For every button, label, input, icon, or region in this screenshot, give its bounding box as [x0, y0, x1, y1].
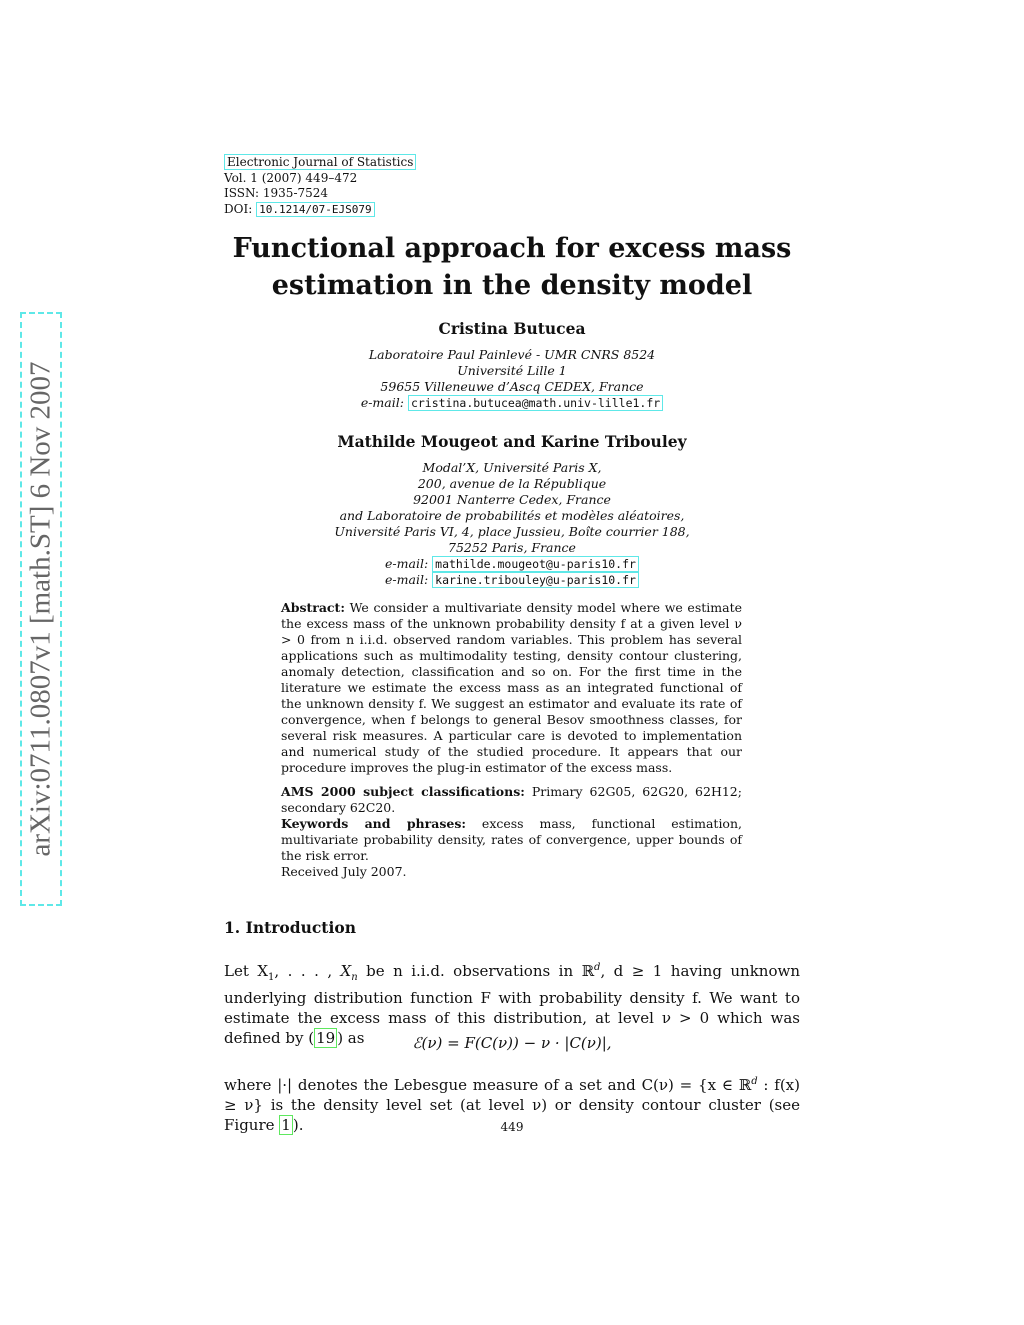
- author-2-names: Mathilde Mougeot and Karine Tribouley: [337, 432, 687, 451]
- citation-link[interactable]: 19: [316, 1029, 336, 1047]
- journal-issn: ISSN: 1935-7524: [224, 186, 329, 200]
- doi-link[interactable]: 10.1214/07-EJS079: [256, 202, 375, 217]
- paper-title: [0, 230, 1024, 304]
- intro-paragraph-1: Let $X_1$, . . . , $X_n$ be n i.i.d. observations in ℝ$^d$, d ≥ 1 having unknown underlying distribution function F with probability density f. We want to estimate the excess mass of this distribution, at level ν > 0 which was defined by ( 19 ) as: [224, 962, 800, 1047]
- page-number: 449: [500, 1120, 524, 1134]
- journal-volume: Vol. 1 (2007) 449–472: [224, 170, 358, 185]
- author-2-affiliation: Modal’X, Université Paris X, 200, avenue de la République 92001 Nanterre Cedex, France and Laboratoire de probabilités et modèles aléatoires, Université Paris VI, 4, place Jussieu, Boîte courrier 188, 75252 Paris, France e-mail: mathilde.mougeot@u-paris10.fr e-mail: karine.tribouley@u-paris10.fr: [334, 460, 690, 587]
- figure-link[interactable]: 1: [281, 1116, 291, 1134]
- arxiv-id: arXiv:0711.0807v1 [math.ST] 6 Nov 2007: [24, 361, 57, 857]
- section-heading: 1. Introduction: [224, 918, 356, 937]
- author-2a-email-link[interactable]: mathilde.mougeot@u-paris10.fr: [432, 556, 639, 572]
- title-line-2: estimation in the density model: [271, 270, 753, 301]
- author-1-affiliation: Laboratoire Paul Painlevé - UMR CNRS 8524 Université Lille 1 59655 Villeneuwe d’Ascq CEDEX, France e-mail: cristina.butucea@math.univ-lille1.fr: [0, 347, 1024, 411]
- abstract-label: Abstract:: [281, 600, 345, 615]
- journal-name-link[interactable]: Electronic Journal of Statistics: [224, 154, 416, 170]
- excess-mass-equation: ℰ(ν) = F(C(ν)) − ν · |C(ν)|,: [412, 1034, 612, 1052]
- received-date: Received July 2007.: [281, 864, 407, 879]
- author-2b-email-link[interactable]: karine.tribouley@u-paris10.fr: [432, 572, 639, 588]
- intro-paragraph-2: where |·| denotes the Lebesgue measure of a set and C(ν) = {x ∈ ℝ$^d$ : f(x) ≥ ν} is the density level set (at level ν) or density contour cluster (see Figure 1 ).: [224, 1076, 800, 1134]
- keywords: Keywords and phrases: excess mass, functional estimation, multivariate probability density, rates of convergence, upper bounds of the risk error.: [281, 816, 742, 863]
- journal-header: [224, 155, 416, 217]
- abstract-text: We consider a multivariate density model where we estimate the excess mass of the unknown probability density f at a given level ν > 0 from n i.i.d. observed random variables. This problem has several applications such as multimodality testing, density contour clustering, anomaly detection, classification and so on. For the first time in the literature we estimate the excess mass as an integrated functional of the unknown density f. We suggest an estimator and evaluate its rate of convergence, when f belongs to general Besov smoothness classes, for several risk measures. A particular care is devoted to implementation and numerical study of the studied procedure. It appears that our procedure improves the plug-in estimator of the excess mass.: [281, 600, 742, 775]
- author-1-name: Cristina Butucea: [438, 319, 586, 338]
- subject-classifications: AMS 2000 subject classifications: Primary 62G05, 62G20, 62H12; secondary 62C20.: [281, 784, 742, 815]
- abstract: [281, 600, 742, 776]
- author-1-email-link[interactable]: cristina.butucea@math.univ-lille1.fr: [408, 395, 663, 411]
- journal-doi: DOI: 10.1214/07-EJS079: [224, 202, 416, 218]
- title-line-1: Functional approach for excess mass: [232, 233, 792, 264]
